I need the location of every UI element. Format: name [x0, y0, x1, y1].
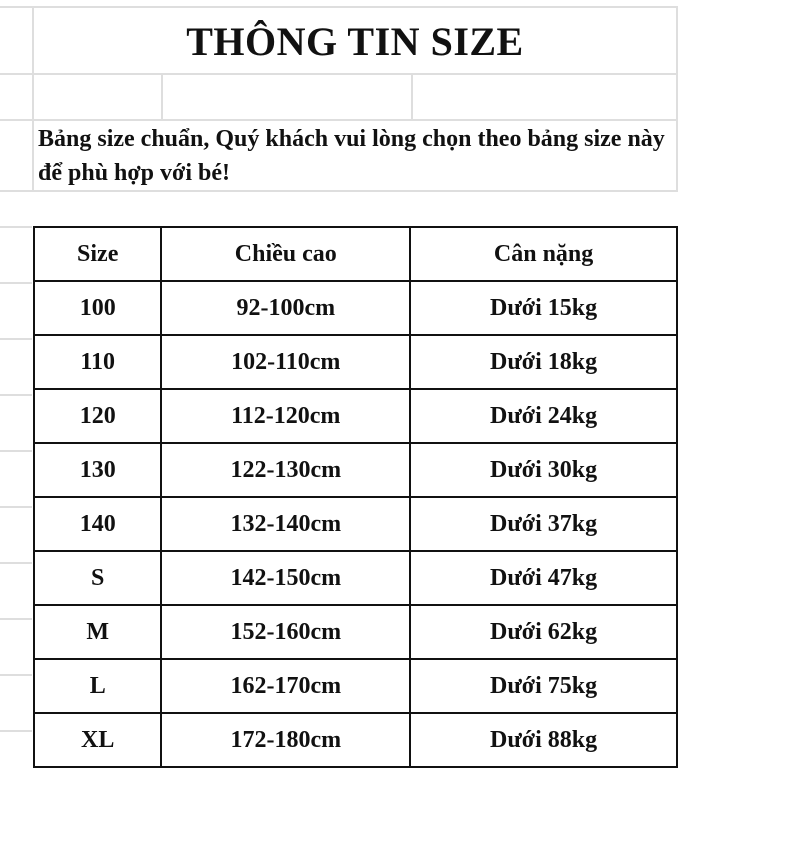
cell-size: L — [34, 659, 161, 713]
cell-weight: Dưới 47kg — [410, 551, 677, 605]
header-weight: Cân nặng — [410, 227, 677, 281]
cell-height: 102-110cm — [161, 335, 410, 389]
gridline — [0, 562, 32, 564]
table-row — [34, 281, 677, 335]
table-header-row — [34, 227, 677, 281]
cell-height: 152-160cm — [161, 605, 410, 659]
cell-weight: Dưới 88kg — [410, 713, 677, 767]
table-row — [34, 443, 677, 497]
gridline — [676, 6, 678, 192]
cell-size: 120 — [34, 389, 161, 443]
cell-weight: Dưới 75kg — [410, 659, 677, 713]
gridline — [411, 73, 413, 119]
cell-weight: Dưới 37kg — [410, 497, 677, 551]
cell-height: 112-120cm — [161, 389, 410, 443]
cell-size: 100 — [34, 281, 161, 335]
page-title: THÔNG TIN SIZE — [186, 18, 524, 64]
cell-height: 172-180cm — [161, 713, 410, 767]
cell-height: 92-100cm — [161, 281, 410, 335]
cell-size: 110 — [34, 335, 161, 389]
gridline — [0, 282, 32, 284]
cell-size: 140 — [34, 497, 161, 551]
cell-weight: Dưới 62kg — [410, 605, 677, 659]
table-row — [34, 551, 677, 605]
cell-weight: Dưới 24kg — [410, 389, 677, 443]
gridline — [0, 338, 32, 340]
gridline — [0, 730, 32, 732]
table-row — [34, 605, 677, 659]
cell-height: 162-170cm — [161, 659, 410, 713]
size-table — [33, 226, 678, 768]
gridline — [0, 190, 678, 192]
cell-height: 142-150cm — [161, 551, 410, 605]
cell-height: 132-140cm — [161, 497, 410, 551]
cell-weight: Dưới 15kg — [410, 281, 677, 335]
cell-size: M — [34, 605, 161, 659]
gridline — [0, 674, 32, 676]
cell-size: S — [34, 551, 161, 605]
gridline — [0, 450, 32, 452]
table-row — [34, 497, 677, 551]
gridline — [0, 506, 32, 508]
gridline — [0, 394, 32, 396]
header-size: Size — [34, 227, 161, 281]
gridline — [161, 73, 163, 119]
header-height: Chiều cao — [161, 227, 410, 281]
table-row — [34, 713, 677, 767]
cell-size: 130 — [34, 443, 161, 497]
cell-weight: Dưới 30kg — [410, 443, 677, 497]
gridline — [0, 119, 678, 121]
cell-weight: Dưới 18kg — [410, 335, 677, 389]
cell-height: 122-130cm — [161, 443, 410, 497]
size-note: Bảng size chuẩn, Quý khách vui lòng chọn theo bảng size này để phù hợp với bé! — [38, 126, 665, 186]
gridline — [0, 226, 32, 228]
table-row — [34, 335, 677, 389]
table-row — [34, 659, 677, 713]
table-row — [34, 389, 677, 443]
gridline — [0, 618, 32, 620]
cell-size: XL — [34, 713, 161, 767]
